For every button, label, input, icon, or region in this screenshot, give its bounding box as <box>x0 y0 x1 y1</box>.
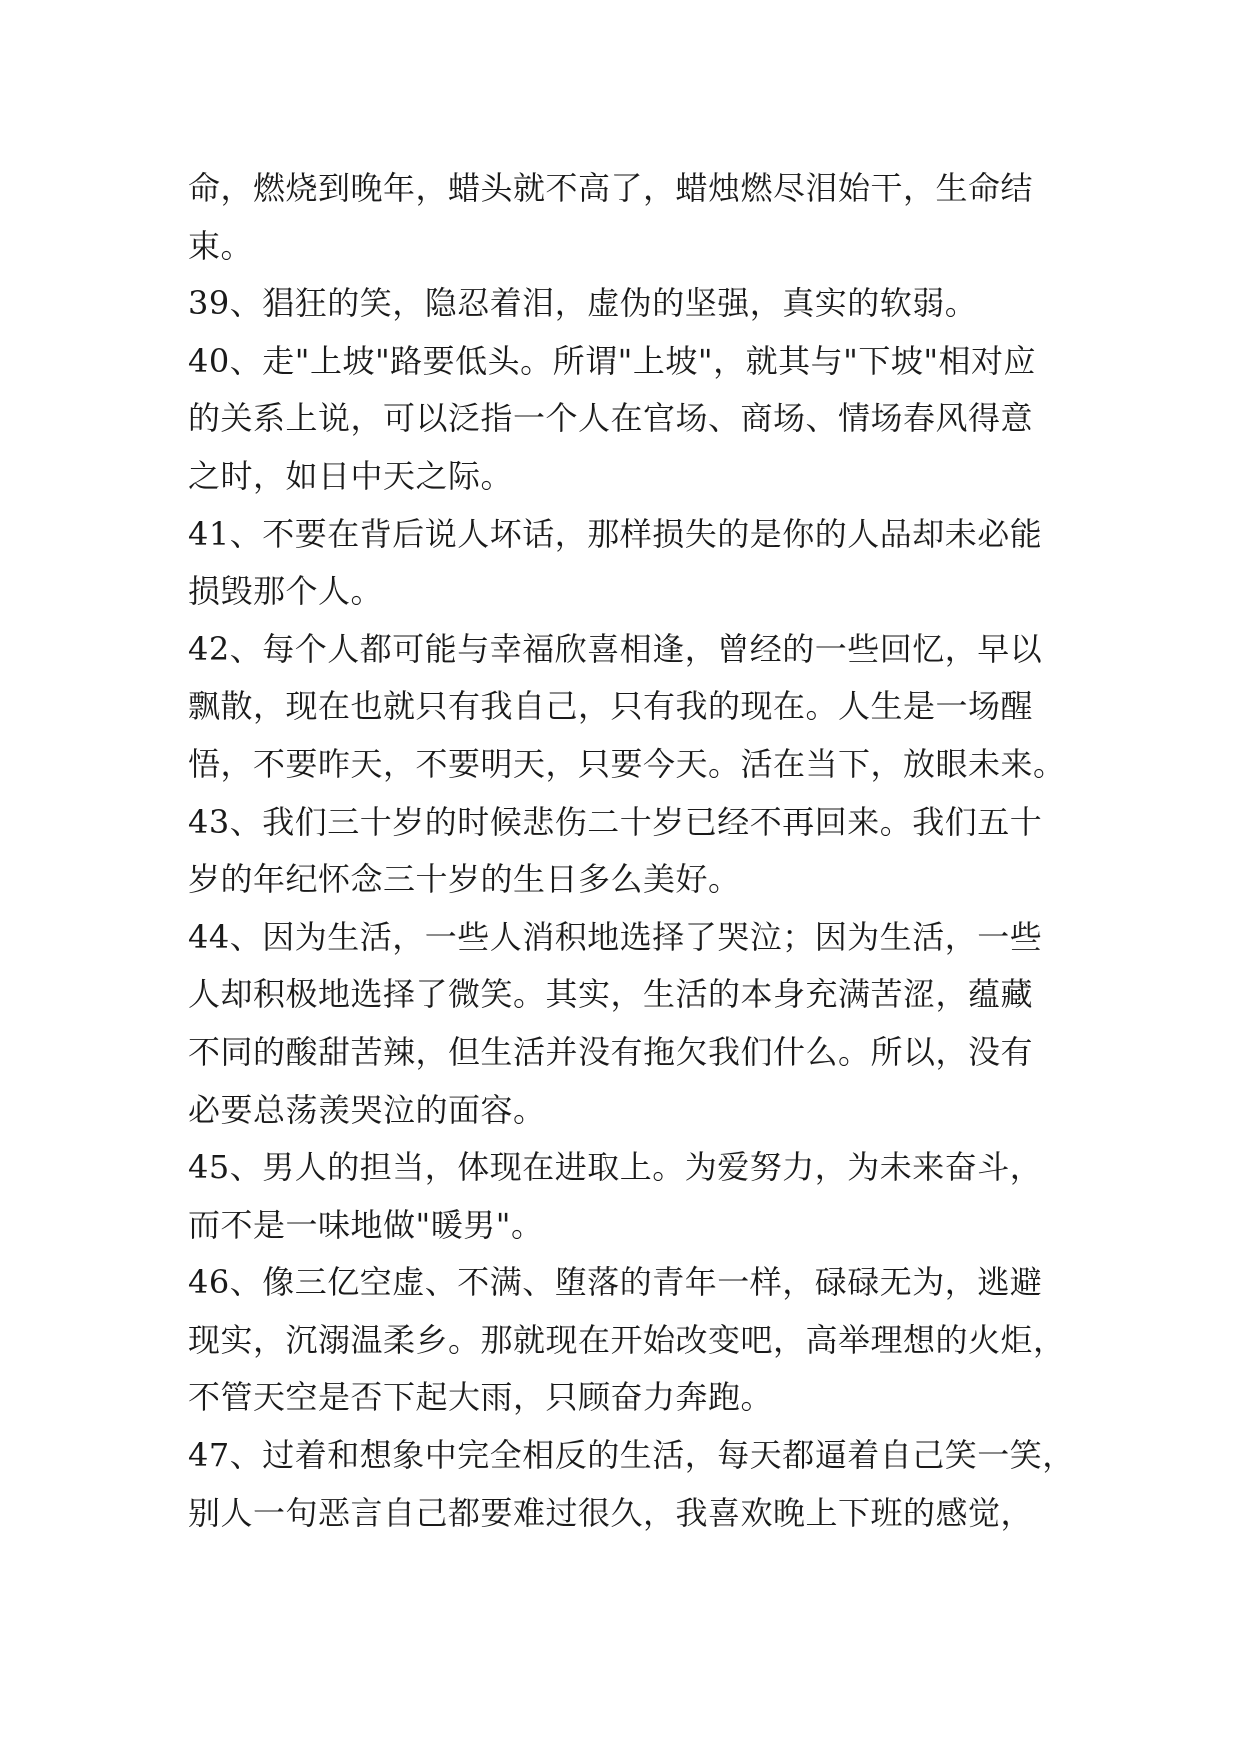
text-line: 的关系上说，可以泛指一个人在官场、商场、情场春风得意 <box>188 399 1034 438</box>
text-line: 47、过着和想象中完全相反的生活，每天都逼着自己笑一笑， <box>188 1436 1075 1475</box>
text-line: 42、每个人都可能与幸福欣喜相逢，曾经的一些回忆，早以 <box>188 629 1043 668</box>
text-line: 现实，沉溺温柔乡。那就现在开始改变吧，高举理想的火炬， <box>188 1320 1066 1359</box>
text-line: 别人一句恶言自己都要难过很久，我喜欢晚上下班的感觉， <box>188 1493 1034 1532</box>
document-body <box>188 160 1075 1542</box>
text-line: 43、我们三十岁的时候悲伤二十岁已经不再回来。我们五十 <box>188 802 1043 841</box>
text-line: 44、因为生活，一些人消积地选择了哭泣；因为生活，一些 <box>188 917 1043 956</box>
text-line: 束。 <box>188 226 254 265</box>
text-line: 必要总荡羡哭泣的面容。 <box>188 1090 546 1129</box>
text-line: 之时，如日中天之际。 <box>188 456 514 495</box>
text-line: 人却积极地选择了微笑。其实，生活的本身充满苦涩，蕴藏 <box>188 975 1034 1014</box>
text-line: 飘散，现在也就只有我自己，只有我的现在。人生是一场醒 <box>188 687 1034 726</box>
text-line: 而不是一味地做"暖男"。 <box>188 1205 544 1244</box>
text-line: 40、走"上坡"路要低头。所谓"上坡"，就其与"下坡"相对应 <box>188 341 1037 380</box>
text-line: 45、男人的担当，体现在进取上。为爱努力，为未来奋斗， <box>188 1148 1043 1187</box>
text-line: 岁的年纪怀念三十岁的生日多么美好。 <box>188 860 741 899</box>
text-line: 不同的酸甜苦辣，但生活并没有拖欠我们什么。所以，没有 <box>188 1032 1034 1071</box>
text-line: 命，燃烧到晚年，蜡头就不高了，蜡烛燃尽泪始干，生命结 <box>188 169 1034 207</box>
text-line: 损毁那个人。 <box>188 572 384 611</box>
text-line: 39、猖狂的笑，隐忍着泪，虚伪的坚强，真实的软弱。 <box>188 284 978 323</box>
text-line: 不管天空是否下起大雨，只顾奋力奔跑。 <box>188 1378 774 1417</box>
text-line: 悟，不要昨天，不要明天，只要今天。活在当下，放眼未来。 <box>188 744 1066 783</box>
text-line: 46、像三亿空虚、不满、堕落的青年一样，碌碌无为，逃避 <box>188 1263 1043 1302</box>
text-line: 41、不要在背后说人坏话，那样损失的是你的人品却未必能 <box>188 514 1043 553</box>
